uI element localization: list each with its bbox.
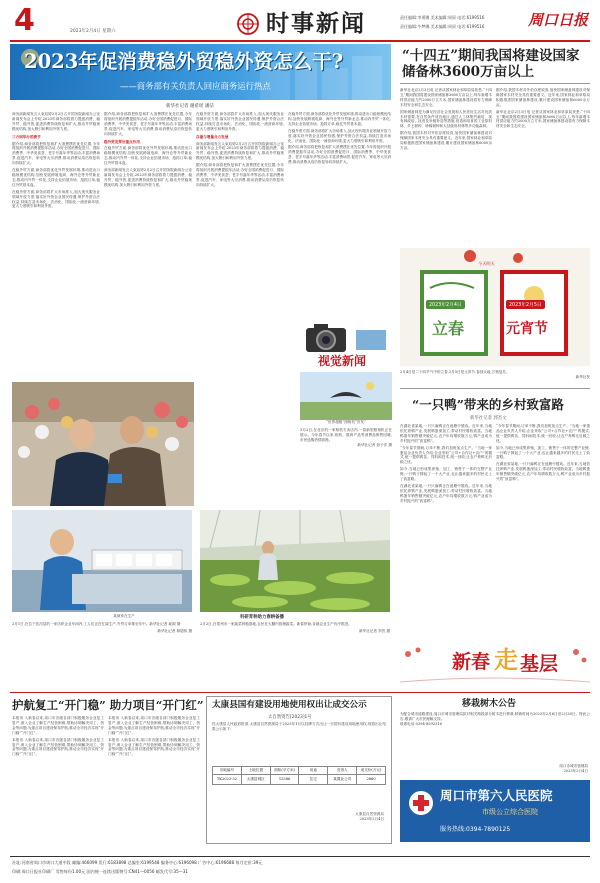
visual-camera-illustration	[300, 318, 392, 358]
lead-photo-factory	[12, 382, 194, 506]
storage-paragraph-3: 据介绍,我国木材对外依存度较高,加快国家储备林建设对保障国家木材安全具有重要意义。近年来,国家林业和草原局积极推进国家储备林建设,累计建设国家储备林6000余万亩。	[400, 131, 492, 150]
staff-line-2: 责任编辑:牛梦娜 美术编辑:周原 电话:6199516	[400, 24, 485, 29]
lead-photo-greenhouse-credit-block	[200, 622, 390, 658]
lead-paragraph-2d: 据介绍,商务部将把恢复和扩大消费摆在优先位置,今年将组织开展消费提振年活动,办好全国消费促进月、国际消费季、中华美食荟、老字号嘉年华等活动,丰富消费场景,促进汽车、家电等大宗消费,推动消费从疫后恢复转向持续扩大。	[288, 145, 391, 165]
notice-headline: 太康县国有建设用地使用权出让成交公示	[212, 700, 367, 710]
notice-table-cell: 2860	[366, 777, 376, 781]
bottom-left-column-2	[108, 716, 200, 842]
notice-table-cell: 住宅	[299, 775, 328, 784]
hospital-cross-icon	[408, 790, 434, 816]
notice-table-header: 面积(平方米)	[271, 767, 300, 774]
lead-paragraph-3b: 在稳外贸方面,商务部将优化外贸发展环境,推动进出口稳规模优结构,加快发展跨境电商、海外仓等外贸新业态,推动内外贸一体化,支持企业拓展市场、抢抓订单,稳住外贸基本盘。	[104, 146, 192, 166]
duck-paragraph-1: 在湖北省某地,一只只麻鸭正在池塘中嬉戏。近年来,当地依托养鸭产业,发展鸭蛋深加工,带动村民增收致富。当地鸭蛋年销售额突破亿元,农户年均增收数万元,鸭产业成为乡村振兴的“致富鸭”。	[400, 424, 492, 443]
visual-credit: 新华社记者 彭子洋 摄	[357, 442, 392, 447]
masthead-rule	[10, 40, 590, 42]
storage-paragraph-1b: 新华社北京2月3日电 记者从国家林业和草原局获悉,“十四五”期间我国将建设国家储备林3600万亩以上,每年新增木材供应能力约2000万立方米,国家储备林建设将有力保障木材安全和生态安全。	[496, 109, 590, 129]
storage-headline-line-2: 储备林3600万亩以上	[402, 64, 535, 80]
notice-table-cell: TK2022-32	[213, 775, 242, 784]
solar-term-caption-text: 2月4日是二十四节气中的立春,2月5日是元宵节,春回大地,万物复苏。	[400, 370, 510, 374]
hospital-name: 周口市第六人民医院	[440, 788, 553, 803]
lead-paragraph-3: 在稳外贸方面,商务部将优化外贸发展环境,推动进出口稳规模优结构,加快发展跨境电商、海外仓等外贸新业态,推动内外贸一体化,支持企业拓展市场、抢抓订单,稳住外贸基本盘。	[12, 168, 100, 187]
solar-term-left-term: 立春	[432, 319, 465, 338]
photo-worker-caption-text: 2月1日,在位于扶沟县的一家纺织企业车间内,工人们正在忙碌生产,外贸订单排至年中。新华社记者 郝源 摄	[12, 622, 181, 626]
storage-paragraph-2: 国家储备林是为满足经济社会发展和人民美好生活对优质木材需要,在自然条件适宜地区,通过人工林集约栽培、现有林改培、抚育及补植补造等措施,营造和培育的工业原料林、乡土树种、珍稀树种和大径级用材林等多功能森林。	[400, 109, 492, 129]
solar-term-right-term: 元宵节	[506, 321, 548, 337]
lead-paragraph-1b: 商务部新闻发言人束珏婷2月2日召开国务院新闻办公室新闻发布会上介绍,2023年商务部将着力提振消费、稳外贸、稳外资,促进消费持续恢复和扩大,推动外贸稳规模优结构,加大吸引和利用外资力度。	[104, 168, 192, 187]
notice-table-header: 宗地编号	[213, 767, 242, 774]
storage-bottom-rule	[400, 388, 590, 389]
storage-paragraph-1: 新华社北京2月3日电 记者从国家林业和草原局获悉,“十四五”期间我国将建设国家储备林3600万亩以上,每年新增木材供应能力约2000万立方米,国家储备林建设将有力保障木材安全和生态安全。	[400, 88, 492, 107]
lead-paragraph-2: 据介绍,商务部将把恢复和扩大消费摆在优先位置,今年将组织开展消费提振年活动,办好全国消费促进月、国际消费季、中华美食荟、老字号嘉年华等活动,丰富消费场景,促进汽车、家电等大宗消费,推动消费从疫后恢复转向持续扩大。	[12, 141, 100, 166]
duck-paragraph-3b: 如今,当地已形成集养殖、加工、销售于一体的完整产业链,一只鸭子撑起了一个大产业,也让越来越多的村民走上了致富路。	[496, 445, 590, 460]
lead-paragraph-2c: 据介绍,商务部将把恢复和扩大消费摆在优先位置,今年将组织开展消费提振年活动,办好全国消费促进月、国际消费季、中华美食荟、老字号嘉年华等活动,丰富消费场景,促进汽车、家电等大宗消费,推动消费从疫后恢复转向持续扩大。	[196, 163, 284, 187]
staff-line-1: 责任编辑:李勇娜 美术编辑:周原 电话:6199516	[400, 15, 485, 20]
lead-paragraph-1c: 商务部新闻发言人束珏婷2月2日召开国务院新闻办公室新闻发布会上介绍,2023年商务部将着力提振消费、稳外贸、稳外资,促进消费持续恢复和扩大,推动外贸稳规模优结构,加大吸引和利用外资力度。	[196, 141, 284, 161]
lead-paragraph-4b: 在稳外资方面,商务部将扩大市场准入,加大现代服务业领域开放力度,落实好外资企业国民待遇,保护外资合法权益,持续打造市场化、法治化、国际化一流营商环境,更大力度吸引和利用外资。	[196, 112, 284, 131]
visual-caption: “世界超级”照相机“首发”	[326, 420, 366, 424]
duck-paragraph-3: 如今,当地已形成集养殖、加工、销售于一体的完整产业链,一只鸭子撑起了一个大产业,也让越来越多的村民走上了致富路。	[400, 467, 492, 482]
bottom-section-rule	[10, 692, 590, 693]
photo-greenhouse-caption-text: 2月2日,在郑州市一家蔬菜种植基地,农民在大棚内管理蔬菜。新春伊始,各地农业生产有序推进。	[200, 622, 352, 626]
lead-photo-greenhouse-title: 科研育种助力春耕备播	[240, 615, 284, 620]
notice-subhead: 太自然资告[2023]1号	[268, 715, 312, 720]
lead-paragraph-3c: 在稳外贸方面,商务部将优化外贸发展环境,推动进出口稳规模优结构,加快发展跨境电商、海外仓等外贸新业态,推动内外贸一体化,支持企业拓展市场、抢抓订单,稳住外贸基本盘。	[288, 112, 391, 126]
footer-line-1: 社址:河南省周口市周口大道中段 邮编:466099 发行:6183898 总编室:6199548 编务中心:6196098 广告中心:6196688 每月定价:39元	[12, 860, 263, 865]
lead-column-1	[12, 112, 100, 378]
storage-paragraph-3b: 据介绍,我国木材对外依存度较高,加快国家储备林建设对保障国家木材安全具有重要意义。近年来,国家林业和草原局积极推进国家储备林建设,累计建设国家储备林6000余万亩。	[496, 88, 590, 107]
xinchun-title-b: 走	[494, 645, 518, 674]
footer-line-2: 印刷:周口日报社印刷厂 零售每份1.00元 国内统一连续出版物号:CN41—0056 邮发代号:35—31	[12, 869, 189, 874]
solar-term-caption	[400, 370, 590, 386]
lead-photo-worker-caption: 某商家在生产	[113, 614, 135, 618]
tree-notice-footer: 周口市城市管理局 2023年2月4日	[559, 764, 588, 773]
xinchun-banner	[400, 644, 590, 688]
newspaper-logo: 周口日报	[528, 11, 589, 29]
footer-rule	[10, 856, 590, 857]
storage-headline-line-1: “十四五”期间我国将建设国家	[402, 48, 580, 64]
lead-paragraph-4c: 在稳外资方面,商务部将扩大市场准入,加大现代服务业领域开放力度,落实好外资企业国民待遇,保护外资合法权益,持续打造市场化、法治化、国际化一流营商环境,更大力度吸引和利用外资。	[288, 128, 391, 143]
lead-byline: 新华社记者 谢希瑶 潘洁	[166, 104, 214, 109]
solar-term-top: 今天明天	[478, 261, 495, 266]
duck-paragraph-1c: 在湖北省某地,一只只麻鸭正在池塘中嬉戏。近年来,当地依托养鸭产业,发展鸭蛋深加工,带动村民增收致富。当地鸭蛋年销售额突破亿元,农户年均增收数万元,鸭产业成为乡村振兴的“致富鸭”。	[496, 462, 590, 482]
notice-table-cell: 12586	[271, 775, 300, 784]
notice-table-cell: 太康县城区	[242, 775, 271, 784]
notice-table-header: 竞得人	[328, 767, 357, 774]
duck-column-1	[400, 424, 492, 640]
lead-paragraph-1: 商务部新闻发言人束珏婷2月2日召开国务院新闻办公室新闻发布会上介绍,2023年商务部将着力提振消费、稳外贸、稳外资,促进消费持续恢复和扩大,推动外贸稳规模优结构,加大吸引和利用外资力度。	[12, 112, 100, 131]
solar-term-left-date: 2023年2月4日	[426, 300, 465, 309]
visual-news-title: 视觉新闻	[318, 354, 367, 368]
bottom-left-headline: 护航复工“开门稳” 助力项目“开门红”	[12, 698, 204, 712]
notice-table	[212, 766, 386, 785]
tree-notice-body: 为配合城市道路建设,周口市城市管理局拟对相关路段部分树木进行移栽,移栽时间为2023年2月6日至2月28日。特此公告,敬请广大市民理解支持。	[400, 712, 590, 721]
photo-greenhouse-credit: 新华社记者 李贺 摄	[358, 628, 390, 633]
section-title: 时事新闻	[266, 10, 366, 37]
lead-column-3	[196, 112, 284, 382]
issue-date: 2023年2月4日 星期六	[70, 29, 116, 34]
lead-photo-greenhouse	[200, 510, 390, 612]
lead-subhead-1: 三方面举办消费节	[12, 134, 41, 139]
lead-paragraph-4: 在稳外资方面,商务部将扩大市场准入,加大现代服务业领域开放力度,落实好外资企业国民待遇,保护外资合法权益,持续打造市场化、法治化、国际化一流营商环境,更大力度吸引和利用外资。	[12, 189, 100, 209]
storage-column-1	[400, 88, 492, 246]
duck-paragraph-1b: 在湖北省某地,一只只麻鸭正在池塘中嬉戏。近年来,当地依托养鸭产业,发展鸭蛋深加工,带动村民增收致富。当地鸭蛋年销售额突破亿元,农户年均增收数万元,鸭产业成为乡村振兴的“致富鸭”。	[400, 483, 492, 503]
notice-footer: 太康县自然资源局 2023年2月4日	[355, 812, 384, 821]
visual-photo-bird	[300, 372, 392, 420]
duck-headline: “一只鸭”带来的乡村致富路	[412, 397, 564, 412]
lead-photo-worker	[12, 510, 192, 612]
masthead-emblem	[236, 12, 260, 36]
bottom-left-paragraph-2: 本报讯 入新春以来,周口市各级各部门积极服务企业复工复产,深入企业了解生产经营困难,帮助协调解决用工、资金等问题,为重点项目建设保驾护航,推动全市经济实现“开门稳”“开门红”。	[12, 737, 104, 757]
bottom-left-paragraph-3: 本报讯 入新春以来,周口市各级各部门积极服务企业复工复产,深入企业了解生产经营困难,帮助协调解决用工、资金等问题,为重点项目建设保驾护航,推动全市经济实现“开门稳”“开门红”。	[108, 716, 200, 735]
tree-notice-headline: 移栽树木公告	[462, 699, 517, 709]
notice-table-header: 土地位置	[242, 767, 271, 774]
xinchun-title-a: 新春	[452, 651, 491, 673]
hospital-subtitle: 市级公立综合医院	[482, 808, 538, 816]
lead-paragraph-2b: 据介绍,商务部将把恢复和扩大消费摆在优先位置,今年将组织开展消费提振年活动,办好全国消费促进月、国际消费季、中华美食荟、老字号嘉年华等活动,丰富消费场景,促进汽车、家电等大宗消费,推动消费从疫后恢复转向持续扩大。	[104, 112, 192, 136]
lead-column-2	[104, 112, 192, 382]
photo-worker-credit: 新华社记者 林德伟 摄	[157, 628, 192, 633]
tree-notice-phone: 联系电话:0394-8592316	[400, 721, 442, 726]
duck-paragraph-2b: “今年春节期间,订单不断,我们加班加点生产。”当地一家蛋品企业负责人介绍,企业采取“公司+合作社+农户”的模式,统一提供鸭苗、饲料和技术,统一回收,让农户养鸭无后顾之忧。	[496, 424, 590, 443]
notice-table-header: 用途	[299, 767, 328, 774]
tree-notice-text	[400, 712, 590, 762]
page-number: 4	[14, 3, 35, 38]
bottom-left-paragraph-1: 本报讯 入新春以来,周口市各级各部门积极服务企业复工复产,深入企业了解生产经营困难,帮助协调解决用工、资金等问题,为重点项目建设保驾护航,推动全市经济实现“开门稳”“开门红”。	[12, 716, 104, 735]
duck-byline: 新华社记者 郭杰文	[470, 416, 507, 421]
storage-headline-rule	[400, 83, 590, 84]
duck-column-2	[496, 424, 590, 640]
notice-table-cell: 某置业公司	[328, 775, 357, 784]
notice-text: 经太康县人民政府批准,太康县自然资源局于2023年1月以挂牌方式出让一宗国有建设用地使用权,现将出让结果公示如下:	[212, 722, 386, 731]
xinchun-title-c: 基层	[520, 653, 559, 675]
notice-table-header: 成交价(万元)	[360, 768, 382, 772]
hospital-phone: 服务热线:0394-7890125	[440, 826, 511, 833]
visual-text-body: 2月2日,在北京的一家相机专卖店内,一款新型照相机正在展示。今年春节以来,相机、数码产品等消费品销售回暖,市民选购热情高涨。	[300, 428, 392, 442]
visual-text	[300, 428, 392, 484]
lead-headline: 2023年促消费稳外贸稳外资怎么干?	[24, 50, 344, 73]
duck-paragraph-2: “今年春节期间,订单不断,我们加班加点生产。”当地一家蛋品企业负责人介绍,企业采取“公司+合作社+农户”的模式,统一提供鸭苗、饲料和技术,统一回收,让农户养鸭无后顾之忧。	[400, 445, 492, 465]
solar-term-graphic	[400, 248, 590, 366]
solar-term-credit: 新华社发	[575, 374, 590, 379]
bottom-left-column-1	[12, 716, 104, 842]
bottom-left-paragraph-4: 本报讯 入新春以来,周口市各级各部门积极服务企业复工复产,深入企业了解生产经营困难,帮助协调解决用工、资金等问题,为重点项目建设保驾护航,推动全市经济实现“开门稳”“开门红”。	[108, 737, 200, 757]
lead-subhead-3: 存量与增量合力发展	[196, 134, 229, 139]
lead-subhead-2: 稳外贸发挥好重点作用	[104, 139, 140, 144]
solar-term-right-date: 2023年2月5日	[506, 300, 545, 309]
storage-column-2	[496, 88, 590, 228]
hospital-ad	[400, 780, 590, 842]
lead-subhead: ——商务部有关负责人回应商务运行热点	[120, 81, 271, 91]
lead-photo-worker-credit-block	[12, 622, 192, 658]
